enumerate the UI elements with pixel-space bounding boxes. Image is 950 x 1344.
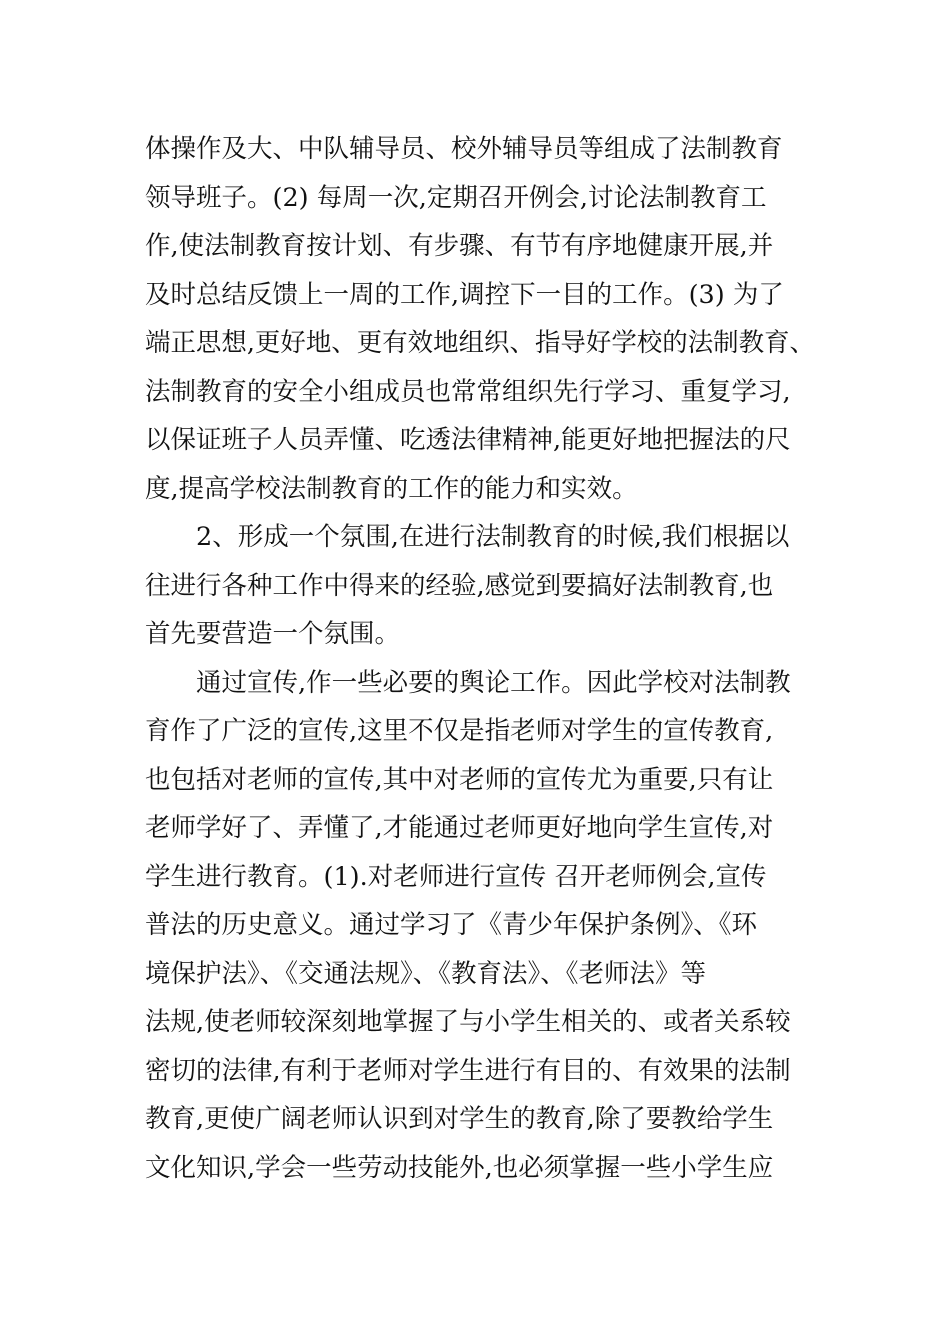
text-line: 法规,使老师较深刻地掌握了与小学生相关的、或者关系较 xyxy=(145,1007,791,1037)
text-line: 境保护法》、《交通法规》、《教育法》、《老师法》等 xyxy=(145,958,707,989)
text-line: 作,使法制教育按计划、有步骤、有节有序地健康开展,并 xyxy=(145,231,774,261)
body-text xyxy=(145,125,815,1192)
text-line: 法制教育的安全小组成员也常常组织先行学习、重复学习, xyxy=(145,376,791,407)
text-line: 以保证班子人员弄懂、吃透法律精神,能更好地把握法的尺 xyxy=(145,425,791,455)
text-line: 通过宣传,作一些必要的舆论工作。因此学校对法制教 xyxy=(196,667,791,698)
text-line: 老师学好了、弄懂了,才能通过老师更好地向学生宣传,对 xyxy=(145,813,774,843)
text-line: 2、形成一个氛围,在进行法制教育的时候,我们根据以 xyxy=(196,522,790,552)
text-line: 密切的法律,有利于老师对学生进行有目的、有效果的法制 xyxy=(145,1055,791,1086)
text-line: 也包括对老师的宣传,其中对老师的宣传尤为重要,只有让 xyxy=(145,764,774,795)
text-line: 往进行各种工作中得来的经验,感觉到要搞好法制教育,也 xyxy=(145,570,774,601)
text-line: 文化知识,学会一些劳动技能外,也必须掌握一些小学生应 xyxy=(145,1152,774,1183)
text-line: 端正思想,更好地、更有效地组织、指导好学校的法制教育、 xyxy=(145,328,815,358)
text-line: 度,提高学校法制教育的工作的能力和实效。 xyxy=(145,473,638,504)
text-line: 首先要营造一个氛围。 xyxy=(145,619,401,649)
text-line: 领导班子。(2) 每周一次,定期召开例会,讨论法制教育工 xyxy=(145,182,767,213)
text-line: 及时总结反馈上一周的工作,调控下一目的工作。(3) 为了 xyxy=(145,279,784,310)
text-line: 体操作及大、中队辅导员、校外辅导员等组成了法制教育 xyxy=(145,134,783,164)
text-line: 育作了广泛的宣传,这里不仅是指老师对学生的宣传教育, xyxy=(145,716,774,746)
text-line: 教育,更使广阔老师认识到对学生的教育,除了要教给学生 xyxy=(145,1104,774,1134)
text-line: 学生进行教育。(1).对老师进行宣传 召开老师例会,宣传 xyxy=(145,861,767,892)
text-line: 普法的历史意义。通过学习了《青少年保护条例》、《环 xyxy=(145,910,758,940)
